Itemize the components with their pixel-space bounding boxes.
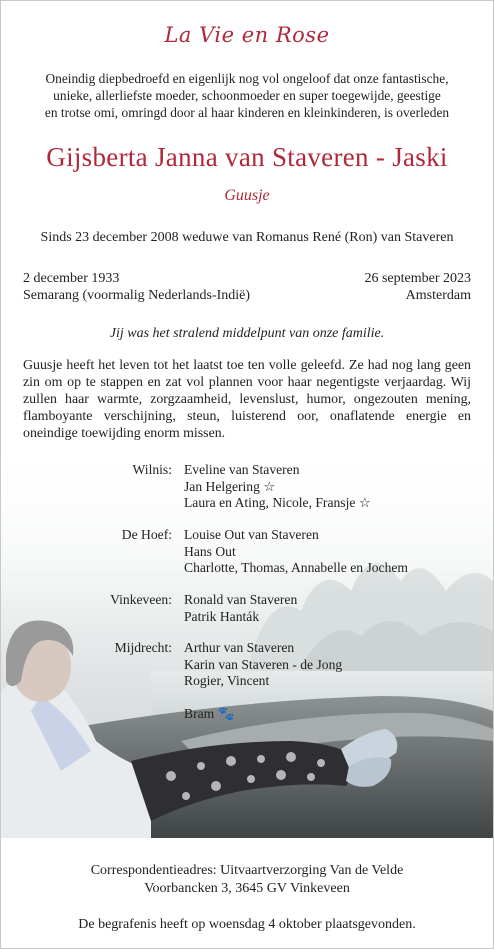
family-place: Wilnis: <box>132 462 172 477</box>
intro-line: Oneindig diepbedroefd en eigenlijk nog vol ongeloof dat onze fantastische, <box>45 71 449 86</box>
birth-info <box>23 270 250 304</box>
intro-line: en trotse omi, omringd door al haar kinderen en kleinkinderen, is overleden <box>44 105 450 120</box>
intro-text <box>21 70 473 121</box>
funeral-notice: De begrafenis heeft op woensdag 4 oktober plaatsgevonden. <box>78 917 416 932</box>
deceased-nickname: Guusje <box>224 187 270 204</box>
family-member-spacer <box>184 690 342 707</box>
death-date: 26 september 2023 <box>364 271 471 286</box>
family-member: Bram 🐾 <box>184 706 235 721</box>
motto: La Vie en Rose <box>164 23 330 47</box>
address-line: Voorbancken 3, 3645 GV Vinkeveen <box>144 881 350 896</box>
family-place: Vinkeveen: <box>110 592 172 607</box>
birth-place: Semarang (voormalig Nederlands-Indië) <box>23 288 251 303</box>
family-members <box>184 462 371 512</box>
tribute-text: Guusje heeft het leven tot het laatst toe ten volle geleefd. Ze had nog lang geen zin om op te stappen en zat vol plannen voor haar negentigste verjaardag. Wij zullen haar warmte, zorgzaamheid, levenslust, humor, ongezouten mening, flamboyante verschijning, steun, luisterend oor, onaflatende energie en oneindige toewijding enorm missen. <box>23 358 471 441</box>
death-place: Amsterdam <box>405 288 471 303</box>
family-member: Laura en Ating, Nicole, Fransje ☆ <box>184 495 371 510</box>
death-info <box>364 270 471 304</box>
family-member: Rogier, Vincent <box>184 673 270 688</box>
birth-date: 2 december 1933 <box>23 271 120 286</box>
quote: Jij was het stralend middelpunt van onze familie. <box>109 326 385 341</box>
family-member: Hans Out <box>184 543 236 559</box>
family-member: Ronald van Staveren <box>184 592 298 607</box>
family-members <box>184 527 408 577</box>
family-place: De Hoef: <box>121 527 172 542</box>
family-members <box>184 640 342 723</box>
family-member: Eveline van Staveren <box>184 462 300 477</box>
family-member: Charlotte, Thomas, Annabelle en Jochem <box>184 560 408 575</box>
intro-line: unieke, allerliefste moeder, schoonmoeder en super toegewijde, geestige <box>53 88 441 103</box>
family-place: Mijdrecht: <box>114 640 172 655</box>
family-member: Patrik Hanták <box>184 608 260 624</box>
address-line: Correspondentieadres: Uitvaartverzorging Van de Velde <box>90 863 404 878</box>
family-member: Karin van Staveren - de Jong <box>184 656 343 672</box>
deceased-name: Gijsberta Janna van Staveren - Jaski <box>46 142 448 172</box>
family-member: Jan Helgering ☆ <box>184 478 276 494</box>
family-member: Arthur van Staveren <box>184 640 295 655</box>
family-member: Louise Out van Staveren <box>184 527 319 542</box>
widow-line: Sinds 23 december 2008 weduwe van Romanus René (Ron) van Staveren <box>40 230 454 245</box>
family-members <box>184 592 297 625</box>
correspondence-address <box>1 862 493 898</box>
